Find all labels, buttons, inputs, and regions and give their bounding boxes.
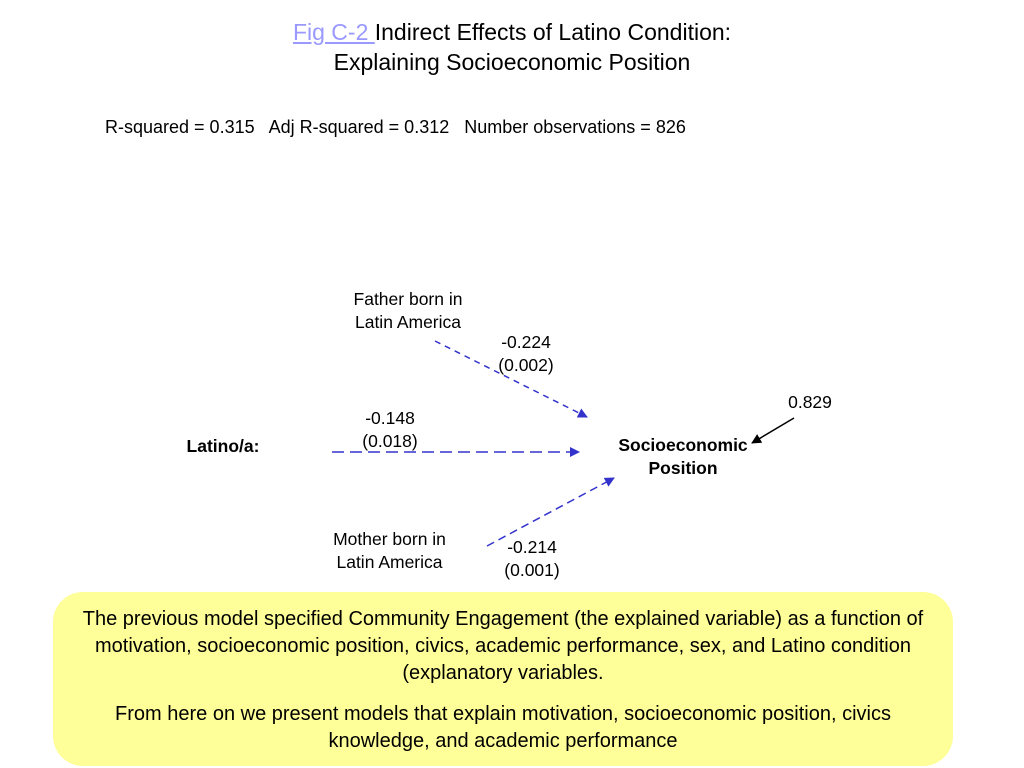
father-coefficient bbox=[486, 331, 566, 377]
father-node-line-2: Latin America bbox=[354, 312, 462, 332]
father-born-latin-america-node bbox=[338, 288, 478, 334]
mother-coef-estimate: -0.214 bbox=[507, 537, 557, 557]
model-fit-stats: R-squared = 0.315 Adj R-squared = 0.312 Number observations = 826 bbox=[105, 117, 686, 137]
title-line-2: Explaining Socioeconomic Position bbox=[333, 49, 691, 75]
mother-born-latin-america-node bbox=[318, 528, 461, 574]
mother-node-line-2: Latin America bbox=[336, 552, 443, 572]
explanation-note-box bbox=[53, 592, 953, 766]
father-coef-pvalue: (0.002) bbox=[498, 355, 554, 375]
note-paragraph-1: The previous model specified Community Engagement (the explained variable) as a function of motivation, socioeconomic position, civics, academic performance, sex, and Latino condition (explanatory variables. bbox=[82, 608, 924, 684]
mother-node-line-1: Mother born in bbox=[333, 529, 446, 549]
figure-link[interactable]: Fig C-2 bbox=[292, 19, 375, 45]
mother-coefficient bbox=[492, 536, 572, 582]
father-node-line-1: Father born in bbox=[353, 289, 463, 309]
latino-node: Latino/a: bbox=[186, 436, 260, 456]
outcome-node-line-1: Socioeconomic bbox=[618, 435, 748, 455]
outcome-node-line-2: Position bbox=[648, 458, 718, 478]
latino-coef-pvalue: (0.018) bbox=[362, 431, 418, 451]
mother-coef-pvalue: (0.001) bbox=[504, 560, 560, 580]
latino-coef-estimate: -0.148 bbox=[365, 408, 415, 428]
father-coef-estimate: -0.224 bbox=[501, 332, 551, 352]
socioeconomic-position-node bbox=[604, 434, 762, 480]
title-line-1: Indirect Effects of Latino Condition: bbox=[374, 19, 732, 45]
error-term-value: 0.829 bbox=[788, 392, 832, 412]
latino-coefficient bbox=[350, 407, 430, 453]
note-paragraph-2: From here on we present models that explain motivation, socioeconomic position, civics knowledge, and academic performance bbox=[115, 703, 891, 752]
